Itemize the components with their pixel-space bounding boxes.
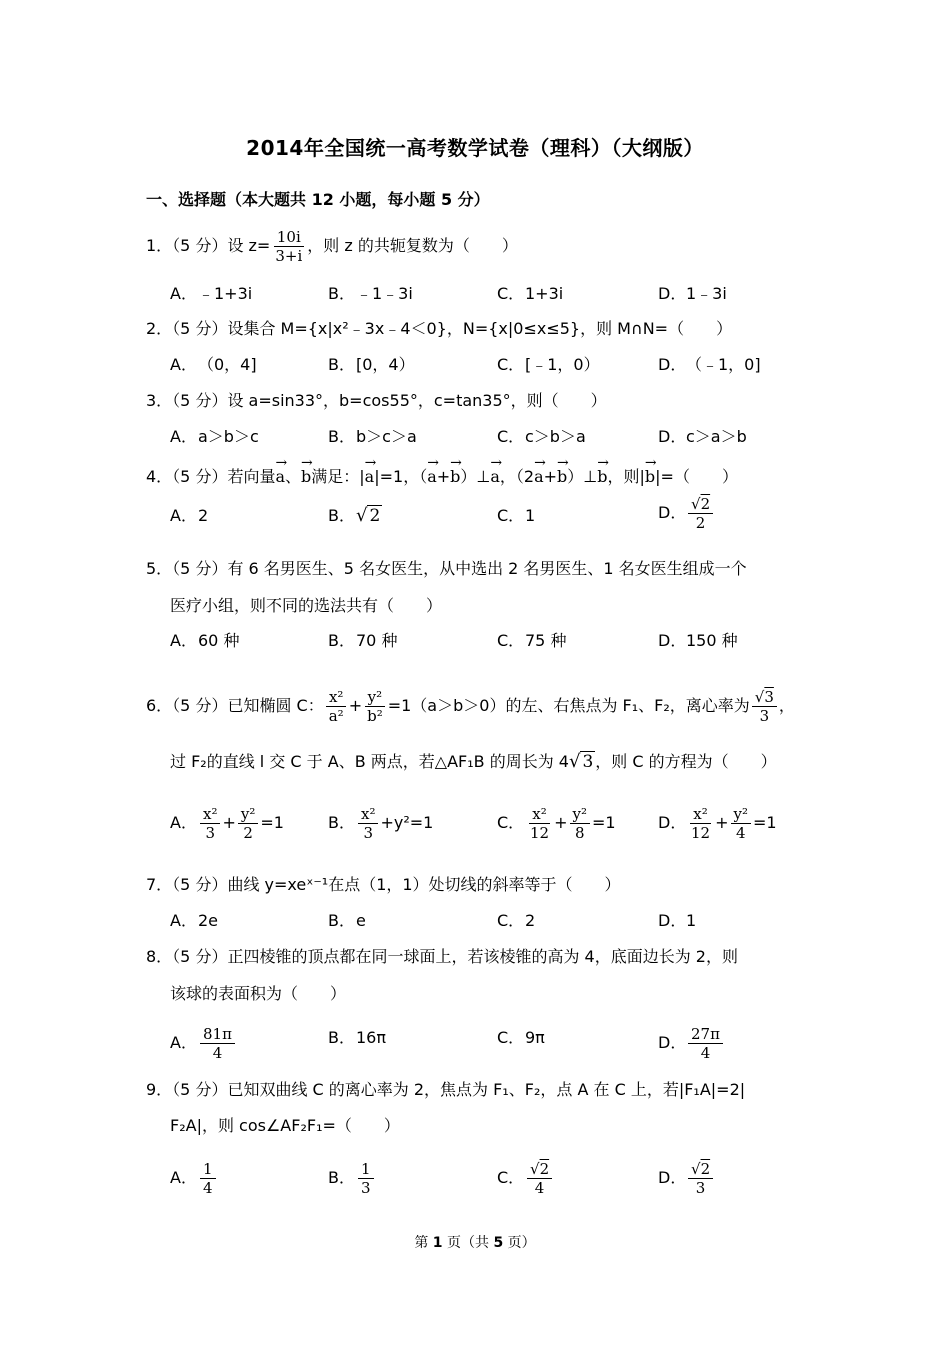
option-b[interactable]: B． $\frac{\text{x²}}{3}$ +y²=1	[328, 805, 434, 842]
option-d[interactable]: D． $\frac{√2}{2}$	[658, 495, 715, 532]
fraction: $\frac{10i}{3+i}$	[275, 228, 303, 265]
option-c[interactable]: C．[﹣1，0）	[497, 355, 600, 374]
question-7: 7．（5 分）曲线 y=xeˣ⁻¹在点（1，1）处切线的斜率等于（ ）	[146, 875, 621, 894]
question-2: 2．（5 分）设集合 M={x|x²﹣3x﹣4＜0}，N={x|0≤x≤5}，则 M∩N=（ ）	[146, 319, 733, 338]
question-5-line-1: 5．（5 分）有 6 名男医生、5 名女医生，从中选出 2 名男医生、1 名女医生组成一个	[146, 559, 747, 578]
question-6-line-2: 过 F₂的直线 l 交 C 于 A、B 两点，若△AF₁B 的周长为 4√ 3 ，则 C 的方程为（ ）	[170, 751, 777, 772]
option-d[interactable]: D．（﹣1，0]	[658, 355, 761, 374]
page-title: 2014年全国统一高考数学试卷（理科）（大纲版）	[246, 136, 704, 160]
question-1-options	[170, 281, 820, 311]
option-c[interactable]: C．75 种	[497, 631, 567, 650]
option-c[interactable]: C．c＞b＞a	[497, 427, 586, 446]
question-4: 4．（5 分）若向量→ a、→ b满足：|→ a|=1，（→ a+→ b）⊥→ a，（2→ a+→ b）⊥→ b，则|→ b|=（ ）	[146, 460, 738, 486]
option-c[interactable]: C．1	[497, 506, 536, 525]
option-a[interactable]: A．a＞b＞c	[170, 427, 259, 446]
option-b[interactable]: B．[0，4）	[328, 355, 415, 374]
question-6-line-1: 6．（5 分）已知椭圆 C： $\frac{\text{x²}}{\text{a²}}$ + $\frac{\text{y²}}{\text{b²}}$ =1（a＞b＞0）的左、右焦点为 F₁、F₂，离心率为 $\frac{√3}{3}$ ，	[146, 688, 795, 725]
option-c[interactable]: C．9π	[497, 1028, 545, 1047]
option-d[interactable]: D．1﹣3i	[658, 284, 727, 303]
option-b[interactable]: B．70 种	[328, 631, 398, 650]
option-b[interactable]: B．e	[328, 911, 366, 930]
question-5-line-2: 医疗小组，则不同的选法共有（ ）	[170, 596, 443, 615]
option-b[interactable]: B．b＞c＞a	[328, 427, 417, 446]
option-d[interactable]: D．c＞a＞b	[658, 427, 747, 446]
option-a[interactable]: A．2e	[170, 911, 219, 930]
option-a[interactable]: A． $\frac{81\pi}{4}$	[170, 1025, 237, 1062]
question-8-options	[170, 1025, 820, 1062]
option-a[interactable]: A． $\frac{\text{x²}}{3}$ + $\frac{\text{y²}}{2}$ =1	[170, 805, 284, 842]
option-c[interactable]: C．1+3i	[497, 284, 564, 303]
question-7-options	[170, 908, 820, 938]
option-b[interactable]: B．√ 2	[328, 505, 381, 526]
option-a[interactable]: A． $\frac{1}{4}$	[170, 1160, 218, 1197]
question-8-line-1: 8．（5 分）正四棱锥的顶点都在同一球面上，若该棱锥的高为 4，底面边长为 2，则	[146, 947, 738, 966]
question-9-line-1: 9．（5 分）已知双曲线 C 的离心率为 2，焦点为 F₁、F₂，点 A 在 C 上，若|F₁A|=2|	[146, 1080, 746, 1099]
option-a[interactable]: A．﹣1+3i	[170, 284, 253, 303]
question-2-options	[170, 352, 820, 382]
question-4-options	[170, 495, 820, 533]
question-1: 1．（5 分）设 z= $\frac{10i}{3+i}$ ，则 z 的共轭复数为（ ）	[146, 228, 518, 265]
option-d[interactable]: D． $\frac{\text{x²}}{12}$ + $\frac{\text{y²}}{4}$ =1	[658, 805, 777, 842]
question-6-options	[170, 805, 820, 842]
option-c[interactable]: C．2	[497, 911, 536, 930]
option-d[interactable]: D． $\frac{√2}{3}$	[658, 1160, 715, 1197]
option-b[interactable]: B．16π	[328, 1028, 386, 1047]
question-5-options	[170, 628, 820, 658]
option-d[interactable]: D．1	[658, 911, 697, 930]
question-8-line-2: 该球的表面积为（ ）	[170, 984, 347, 1003]
option-a[interactable]: A．2	[170, 506, 209, 525]
section-heading: 一、选择题（本大题共 12 小题，每小题 5 分）	[146, 190, 490, 209]
question-3: 3．（5 分）设 a=sin33°，b=cos55°，c=tan35°，则（ ）	[146, 391, 607, 410]
option-b[interactable]: B．﹣1﹣3i	[328, 284, 413, 303]
option-d[interactable]: D．150 种	[658, 631, 738, 650]
page-footer: 第 1 页（共 5 页）	[414, 1235, 536, 1251]
option-a[interactable]: A．60 种	[170, 631, 240, 650]
option-a[interactable]: A．（0，4]	[170, 355, 257, 374]
question-9-options	[170, 1160, 820, 1197]
option-c[interactable]: C． $\frac{√2}{4}$	[497, 1160, 554, 1197]
option-c[interactable]: C． $\frac{\text{x²}}{12}$ + $\frac{\text{y²}}{8}$ =1	[497, 805, 616, 842]
option-d[interactable]: D． $\frac{27\pi}{4}$	[658, 1025, 725, 1062]
question-9-line-2: F₂A|，则 cos∠AF₂F₁=（ ）	[170, 1116, 400, 1135]
option-b[interactable]: B． $\frac{1}{3}$	[328, 1160, 376, 1197]
